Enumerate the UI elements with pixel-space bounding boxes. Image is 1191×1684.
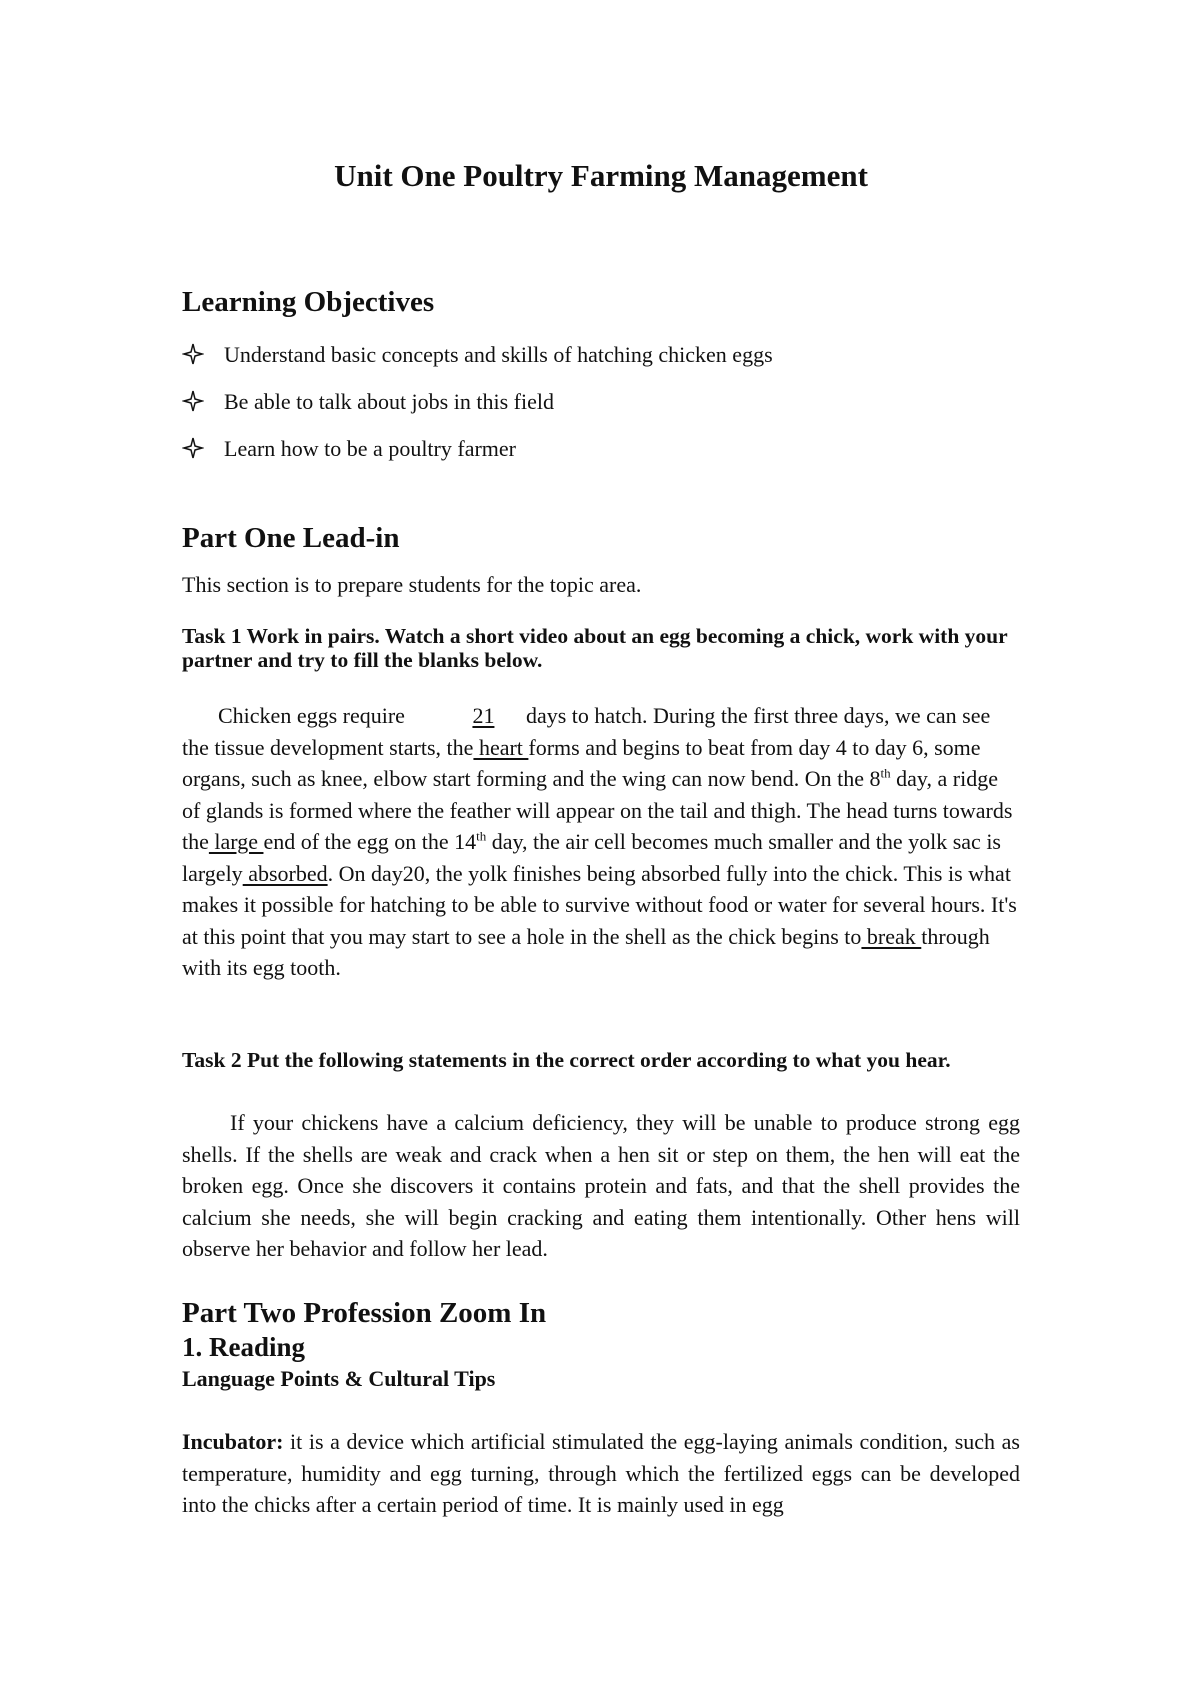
language-points-heading: Language Points & Cultural Tips (182, 1366, 496, 1391)
task1-text: Chicken eggs require (218, 703, 411, 728)
task1-instruction: Task 1 Work in pairs. Watch a short video about an egg becoming a chick, work with your partner and try to fill the blanks below. (182, 624, 1008, 672)
objective-item (182, 340, 1020, 387)
reading-heading: 1. Reading (182, 1332, 306, 1362)
superscript: th (476, 828, 487, 844)
task1-text: forms and begins to beat from day 4 to day 6, some organs, such as knee, elbow start forming and the wing can now bend. On the 8 (182, 734, 981, 791)
task1-text: end of the egg on the 14 (263, 829, 477, 854)
task1-text: days to hatch. During the first three days, we can see the tissue development starts, the (182, 703, 991, 760)
part-two-heading: Part Two Profession Zoom In (182, 1297, 547, 1329)
objective-item (182, 434, 1020, 481)
task1-text: day, a ridge of glands is formed where the feather will appear on the tail and thigh. The head turns towards the (182, 766, 1013, 854)
task1-text: . On day20, the yolk finishes being absorbed fully into the chick. This is what makes it possible for hatching to be able to survive without food or water for several hours. It's at this point that you may start to see a hole in the shell as the chick begins to (182, 860, 1017, 949)
part-one-intro: This section is to prepare students for the topic area. (182, 572, 642, 597)
objective-text: Learn how to be a poultry farmer (224, 436, 516, 461)
objective-item (182, 387, 1020, 434)
blank-answer-3: large (208, 829, 264, 854)
blank-answer-1: 21 (472, 703, 495, 728)
task2-instruction: Task 2 Put the following statements in the correct order according to what you hear. (182, 1048, 951, 1072)
four-point-star-icon (182, 342, 204, 366)
incubator-text: it is a device which artificial stimulated the egg-laying animals condition, such as temperature, humidity and egg turning, through which the fertilized eggs can be developed into the chicks after a certain period of time. It is mainly used in egg (182, 1429, 1020, 1517)
superscript: th (880, 765, 891, 781)
page-title: Unit One Poultry Farming Management (334, 158, 868, 193)
objective-text: Understand basic concepts and skills of hatching chicken eggs (224, 342, 773, 367)
learning-objectives-heading: Learning Objectives (182, 286, 435, 318)
blank-answer-2: heart (473, 734, 529, 760)
part-one-heading: Part One Lead-in (182, 522, 400, 554)
objective-text: Be able to talk about jobs in this field (224, 389, 554, 414)
task1-text: day, the air cell becomes much smaller and the yolk sac is largely (182, 829, 1001, 886)
task2-passage: If your chickens have a calcium deficiency, they will be unable to produce strong egg shells. If the shells are weak and crack when a hen sit or step on them, the hen will eat the broken egg. Once she discovers it contains protein and fats, and that the shell provides the calcium she needs, she will begin cracking and eating them intentionally. Other hens will observe her behavior and follow her lead. (182, 1110, 1020, 1261)
objectives-list (182, 340, 1020, 481)
blank-answer-4: absorbed (242, 860, 328, 886)
task1-passage (182, 700, 1020, 984)
task1-text: through with its egg tooth. (182, 923, 990, 980)
four-point-star-icon (182, 436, 204, 460)
incubator-term: Incubator: (182, 1429, 284, 1454)
blank-answer-5: break (861, 923, 922, 949)
incubator-paragraph (182, 1426, 1020, 1521)
four-point-star-icon (182, 389, 204, 413)
